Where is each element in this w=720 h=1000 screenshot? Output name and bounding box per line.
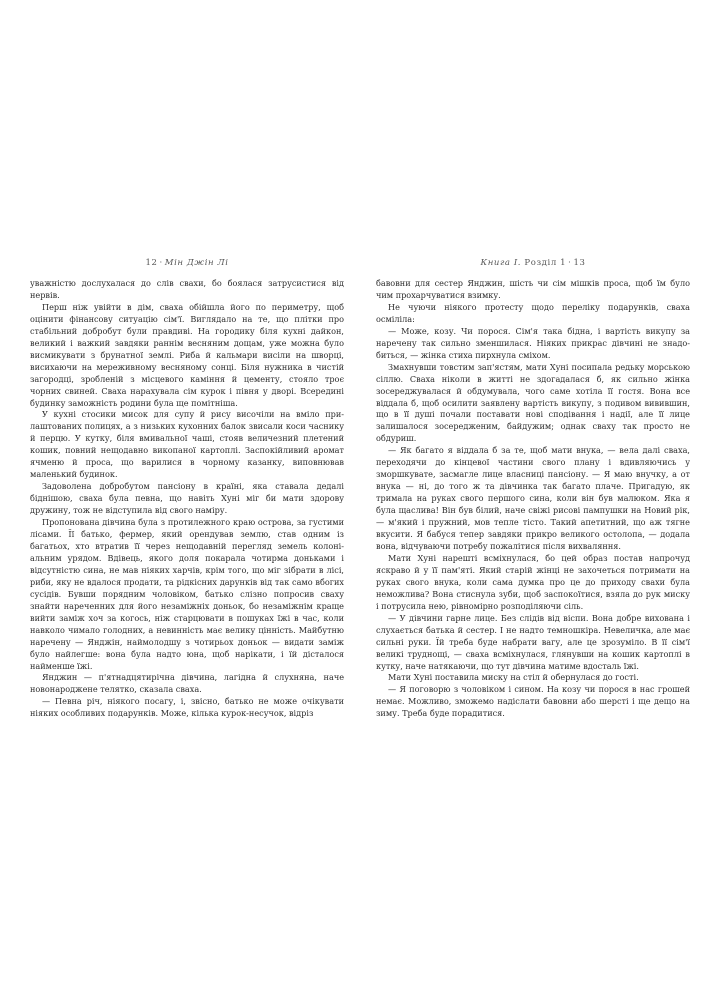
paragraph: уважністю дослухалася до слів свахи, бо боялася затрусистися від нервів. <box>30 278 344 300</box>
paragraph: Перш ніж увійти в дім, сваха обійшла його по периметру, щоб оцінити фінансову ситуацію сім'ї. Виглядало на те, що плітки про стабільний добробут були правдиві. На городику біля кухні дайкон, великий і важкий завдяки раннім весняним дощам, уже можна було висмикувати з брунатної землі. Риба й кальмари висіли на шворці, висихаючи на мереживному весняному сонці. Біля нужника в чистій загородці, зробленій з місцевого каміння й цементу, стояло троє чорних свиней. Сваха нарахувала сім курок і півня у дворі. Всередині будинку заможність родини була ще помітніша. <box>30 301 344 408</box>
paragraph: Мати Хуні нарешті всміхнулася, бо цей образ постав напрочуд яскраво й у її пам'яті. Який старій жінці не захочеться потримати на руках свого внука, коли сама думка про це до приходу свахи була неможлива? Вона стиснула зуби, щоб заспокоїтися, взяла до рук миску і потрусила нею, рівномірно розподіляючи сіль. <box>376 552 690 611</box>
paragraph: У кухні стосики мисок для супу й рису височіли на вміло прилаштованих полицях, а з низьких кухонних балок звисали коси часнику й перцю. У кутку, біля вмивальної чаші, стояв величезний плетений кошик, повний нещодавно викопаної картоплі. Заспокійливий аромат ячменю й проса, що варилися в чорному казанку, виповнював маленький будинок. <box>30 409 344 480</box>
chapter-running-title: Розділ 1 <box>524 258 567 268</box>
left-page-text <box>30 278 344 720</box>
right-page-text <box>376 278 690 720</box>
right-page-number: 13 <box>573 258 586 268</box>
paragraph: Янджин — п'ятнадцятирічна дівчина, лагідна й слухняна, наче новонароджене телятко, сказала сваха. <box>30 672 344 695</box>
paragraph: Мати Хуні поставила миску на стіл й обернулася до гості. <box>388 672 639 683</box>
paragraph: Не чуючи ніякого протесту щодо переліку подарунків, сваха осміліла: <box>376 301 690 324</box>
paragraph: Задоволена добробутом пансіону в країні, яка ставала дедалі біднішою, сваха була певна, що навіть Хуні міг би мати здорову дружину, тож не відступила від свого наміру. <box>30 481 344 516</box>
paragraph: — Як багато я віддала б за те, щоб мати внука, — вела далі сваха, переходячи до кінцевої частини свого плану і вдивляючись у зморшкувате, засмагле лице власниці пансіону. — Я маю внучку, а от внука — ні, до того ж та дівчинка так багато плаче. Пригадую, як тримала на руках свого першого сина, коли він був малюком. Яка я була щаслива! Він був білий, наче свіжі рисові пампушки на Новий рік, — м'який і пружний, мов тепле тісто. Такий апетитний, що аж тягне вкусити. Я бабуся тепер завдяки прикро великого остолопа, — додала вона, відчуваючи потребу пожалітися після вихваляння. <box>376 445 690 551</box>
book-running-title: Книга І. <box>480 258 522 268</box>
paragraph: — Я поговорю з чоловіком і сином. На козу чи порося в нас грошей немає. Можливо, зможемо надіслати бавовни або шерсті і ще дещо на зиму. Треба буде порадитися. <box>376 684 690 719</box>
right-running-head: Книга І. Розділ 1 · 13 <box>480 258 586 268</box>
right-page <box>376 258 690 720</box>
left-running-head: 12 · Мін Джін Лі <box>145 258 229 268</box>
left-page-number: 12 <box>145 258 158 268</box>
paragraph: — Певна річ, ніякого посагу, і, звісно, батько не може очікувати ніяких особливих подарунків. Може, кілька курок-несучок, відріз <box>30 696 344 719</box>
paragraph: — Може, козу. Чи порося. Сім'я така бідна, і вартість викупу за наречену так сильно зменшилася. Ніяких прикрас дівчині не знадобиться, — жінка стиха пирхнула сміхом. <box>376 325 690 360</box>
paragraph: Змахнувши товстим зап'ястям, мати Хуні посипала редьку морською сіллю. Сваха ніколи в житті не здогадалася б, як сильно жінка зосереджувалася й обдумувала, чого саме хотіла її гостя. Вона все віддала б, щоб осилити заявлену вартість викупу, з подивом вивившин, що в її душі почали поставати нові сподівання і надії, але її лице залишалося зосередженим, байдужим; однак сваху так просто не обдуриш. <box>376 361 690 444</box>
author-running-title: Мін Джін Лі <box>164 258 229 268</box>
left-page <box>30 258 344 720</box>
paragraph: Пропонована дівчина була з протилежного краю острова, за густими лісами. Її батько, фермер, який орендував землю, став одним із багатьох, хто втратив її через нещодавній перегляд земель колоніальним урядом. Вдівець, якого доля покарала чотирма доньками і відсутністю сина, не мав ніяких харчів, крім того, що міг зібрати в лісі, риби, яку не вдалося продати, та рідкісних дарунків від так само вбогих сусідів. Бувши порядним чоловіком, батько слізно попросив сваху знайти нареченних для його незаміжніх доньок, бо незаміжнім краще вийти заміж хоч за когось, ніж старцювати в пошуках їжі в час, коли навколо чимало голодних, а невинність має велику цінність. Майбутню наречену — Янджін, наймолодшу з чотирьох доньок — видати заміж було найлегше: вона була надто юна, щоб нарікати, і їй дісталося найменше їжі. <box>30 517 344 671</box>
paragraph: — У дівчини гарне лице. Без слідів від віспи. Вона добре вихована і слухається батька й сестер. І не надто темношкіра. Невеличка, але має сильні руки. Їй треба буде набрати вагу, але це зрозуміло. В її сім'ї великі труднощі, — сваха всміхнулася, глянувши на кошик картоплі в кутку, наче натякаючи, що тут дівчина матиме вдосталь їжі. <box>376 612 690 671</box>
paragraph: бавовни для сестер Янджин, шість чи сім мішків проса, щоб їм було чим прохарчуватися взимку. <box>376 278 690 300</box>
